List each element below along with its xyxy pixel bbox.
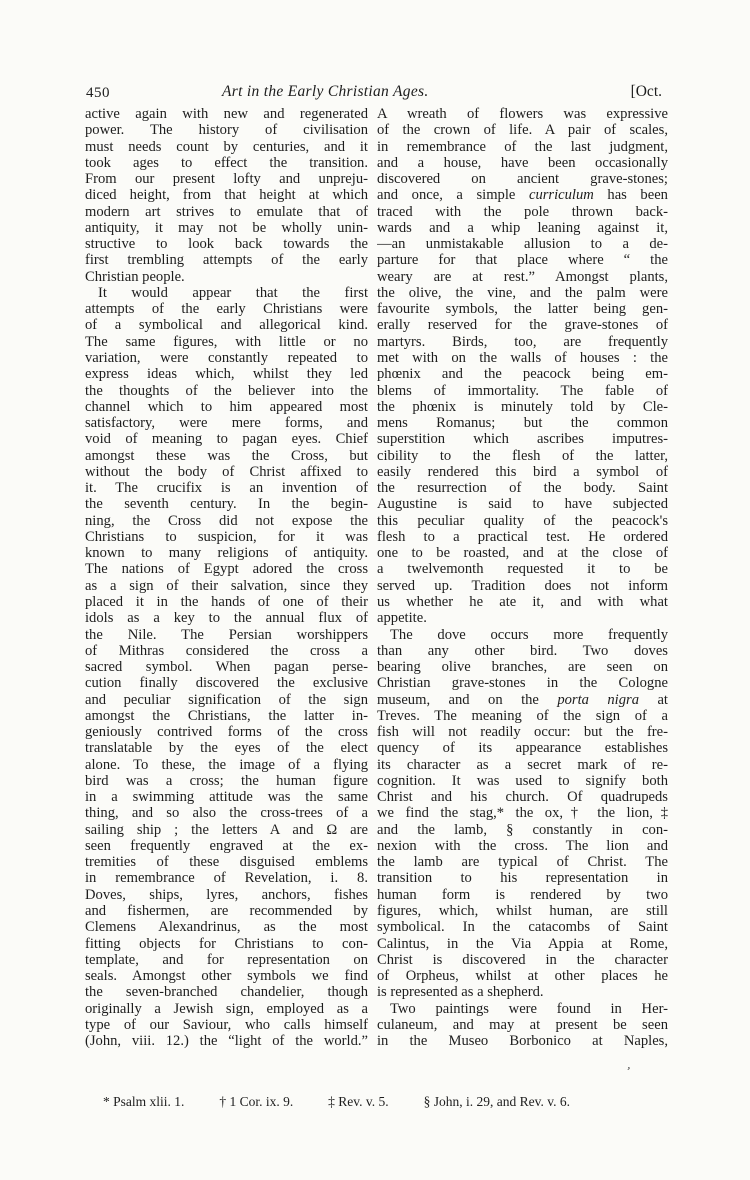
- issue-label: [Oct.: [630, 83, 662, 100]
- text-line: us whether he ate it, and with what: [377, 593, 668, 610]
- text-line: template, and for representation on: [85, 951, 368, 968]
- text-line: active again with new and regenerated: [85, 106, 368, 122]
- text-line: From our present lofty and unpreju-: [85, 171, 368, 188]
- text-line: must needs count by centuries, and it: [85, 138, 368, 155]
- text-line: martyrs. Birds, too, are frequently: [377, 333, 668, 350]
- text-line: the resurrection of the body. Saint: [377, 480, 668, 497]
- text-line: Christian grave-stones in the Cologne: [377, 675, 668, 692]
- text-line: appetite.: [377, 610, 427, 627]
- text-line: in remembrance of Revelation, i. 8.: [85, 870, 368, 887]
- text-line: bearing olive branches, are seen on: [377, 659, 668, 676]
- text-line: of Mithras considered the cross a: [85, 642, 368, 659]
- text-line: than any other bird. Two doves: [377, 642, 668, 659]
- text-line: phœnix and the peacock being em-: [377, 366, 668, 383]
- text-line: Christians to suspicion, for it was: [85, 528, 368, 545]
- text-line: quency of its appearance establishes: [377, 740, 668, 757]
- running-title: Art in the Early Christian Ages.: [222, 83, 429, 100]
- text-line: sailing ship ; the letters A and Ω are: [85, 821, 368, 838]
- text-line: modern art strives to emulate that of: [85, 203, 368, 220]
- text-line: diced height, from that height at which: [85, 187, 368, 204]
- text-line: thing, and so also the cross-trees of a: [85, 805, 368, 822]
- text-line: weary are at rest.” Amongst plants,: [377, 268, 668, 285]
- text-line: type of our Saviour, who calls himself: [85, 1016, 368, 1033]
- text-line: Christ and his church. Of quadrupeds: [377, 789, 668, 806]
- right-column: [377, 106, 668, 1049]
- text-line: A wreath of flowers was expressive: [377, 106, 668, 122]
- text-line: of Orpheus, whilst at other places he: [377, 968, 668, 985]
- text-line: Augustine is said to have subjected: [377, 496, 668, 513]
- text-line: nexion with the cross. The lion and: [377, 837, 668, 854]
- text-line: first trembling attempts of the early: [85, 252, 368, 269]
- text-line: the Nile. The Persian worshippers: [85, 626, 368, 643]
- text-line: met with on the walls of houses : the: [377, 349, 668, 366]
- text-line: placed it in the hands of one of their: [85, 593, 368, 610]
- text-line: originally a Jewish sign, employed as a: [85, 1000, 368, 1017]
- text-line: of a symbolical and allegorical kind.: [85, 317, 368, 334]
- text-line: and fishermen, are recommended by: [85, 903, 368, 920]
- text-line: tremities of these disguised emblems: [85, 854, 368, 871]
- text-line: flesh to a practical test. He ordered: [377, 528, 668, 545]
- text-line: (John, viii. 12.) the “light of the world.”: [85, 1033, 368, 1050]
- text-line: favourite symbols, the latter being gen-: [377, 301, 668, 318]
- text-line: bird was a cross; the human figure: [85, 772, 368, 789]
- text-line: satisfactory, were mere forms, and: [85, 415, 368, 432]
- text-line: parture for that place where “ the: [377, 252, 668, 269]
- text-line: cognition. It was used to signify both: [377, 772, 668, 789]
- text-line: and a house, have been occasionally: [377, 154, 668, 171]
- scan-artifact-mark: ’: [624, 1063, 632, 1079]
- text-line: wards and a whip leaning against it,: [377, 219, 668, 236]
- text-line: express ideas which, whilst they led: [85, 366, 368, 383]
- article-body: [85, 106, 668, 1049]
- text-line: this peculiar quality of the peacock's: [377, 512, 668, 529]
- text-line: museum, and on the porta nigra at: [377, 691, 668, 708]
- text-line: erally reserved for the grave-stones of: [377, 317, 668, 334]
- text-line: —an unmistakable allusion to a de-: [377, 236, 668, 253]
- text-line: is represented as a shepherd.: [377, 984, 544, 1001]
- text-line: the seven-branched chandelier, though: [85, 984, 368, 1001]
- text-line: as a sign of their salvation, since they: [85, 577, 368, 594]
- text-line: translatable by the eyes of the elect: [85, 740, 368, 757]
- text-line: seen frequently engraved at the ex-: [85, 837, 368, 854]
- text-line: fitting objects for Christians to con-: [85, 935, 368, 952]
- text-line: in the Museo Borbonico at Naples,: [377, 1033, 668, 1050]
- text-line: the thoughts of the believer into the: [85, 382, 368, 399]
- text-line: idols as a key to the annual flux of: [85, 610, 368, 627]
- text-line: traced with the pole thrown back-: [377, 203, 668, 220]
- text-line: amongst the Christians, the latter in-: [85, 707, 368, 724]
- text-line: channel which to him appeared most: [85, 398, 368, 415]
- text-line: and once, a simple curriculum has been: [377, 187, 668, 204]
- text-line: a twelvemonth requested it to be: [377, 561, 668, 578]
- text-line: known to many religions of antiquity.: [85, 545, 368, 562]
- text-line: it. The crucifix is an invention of: [85, 480, 368, 497]
- text-line: mens Romanus; but the common: [377, 415, 668, 432]
- text-line: superstition which ascribes imputres-: [377, 431, 668, 448]
- text-line: alone. To these, the image of a flying: [85, 756, 368, 773]
- text-line: amongst these was the Cross, but: [85, 447, 368, 464]
- text-line: symbolical. In the catacombs of Saint: [377, 919, 668, 936]
- text-line: seals. Amongst other symbols we find: [85, 968, 368, 985]
- text-line: Doves, ships, lyres, anchors, fishes: [85, 886, 368, 903]
- text-line: Calintus, in the Via Appia at Rome,: [377, 935, 668, 952]
- text-line: It would appear that the first: [98, 284, 368, 301]
- text-line: the phœnix is minutely told by Cle-: [377, 398, 668, 415]
- footnote-corinthians: † 1 Cor. ix. 9.: [219, 1094, 294, 1109]
- text-line: culaneum, and may at present be seen: [377, 1016, 668, 1033]
- text-line: transition to his representation in: [377, 870, 668, 887]
- text-line: easily rendered this bird a symbol of: [377, 463, 668, 480]
- text-line: Clemens Alexandrinus, as the most: [85, 919, 368, 936]
- text-line: sacred symbol. When pagan perse-: [85, 659, 368, 676]
- text-line: blems of immortality. The fable of: [377, 382, 668, 399]
- text-line: without the body of Christ affixed to: [85, 463, 368, 480]
- text-line: in a swimming attitude was the same: [85, 789, 368, 806]
- text-line: the olive, the vine, and the palm were: [377, 284, 668, 301]
- footnote-john: § John, i. 29, and Rev. v. 6.: [423, 1094, 570, 1109]
- text-line: human form is rendered by two: [377, 886, 668, 903]
- text-line: of the crown of life. A pair of scales,: [377, 122, 668, 139]
- text-line: we find the stag,* the ox,† the lion,‡: [377, 805, 668, 822]
- text-line: Treves. The meaning of the sign of a: [377, 707, 668, 724]
- text-line: one to be roasted, and at the close of: [377, 545, 668, 562]
- footnote-revelation: ‡ Rev. v. 5.: [328, 1094, 389, 1109]
- page-header: [0, 83, 750, 103]
- page-number: 450: [86, 85, 110, 101]
- text-line: the seventh century. In the begin-: [85, 496, 368, 513]
- text-line: its character as a secret mark of re-: [377, 756, 668, 773]
- text-line: and the lamb, § constantly in con-: [377, 821, 668, 838]
- text-line: figures, which, whilst human, are still: [377, 903, 668, 920]
- text-line: cibility to the flesh of the latter,: [377, 447, 668, 464]
- text-line: ning, the Cross did not expose the: [85, 512, 368, 529]
- text-line: fish will not readily occur: but the fre-: [377, 724, 668, 741]
- text-line: The same figures, with little or no: [85, 333, 368, 350]
- text-line: and peculiar signification of the sign: [85, 691, 368, 708]
- footnote-psalm: * Psalm xlii. 1.: [103, 1094, 185, 1109]
- text-line: Two paintings were found in Her-: [390, 1000, 668, 1017]
- text-line: Christ is discovered in the character: [377, 951, 668, 968]
- text-line: The dove occurs more frequently: [390, 626, 668, 643]
- text-line: took ages to effect the transition.: [85, 154, 368, 171]
- footnotes: [103, 1094, 570, 1110]
- text-line: the lamb are typical of Christ. The: [377, 854, 668, 871]
- text-line: served up. Tradition does not inform: [377, 577, 668, 594]
- text-line: in remembrance of the last judgment,: [377, 138, 668, 155]
- text-line: Christian people.: [85, 268, 185, 285]
- text-line: power. The history of civilisation: [85, 122, 368, 139]
- text-line: variation, were constantly repeated to: [85, 349, 368, 366]
- left-column: [85, 106, 368, 1049]
- text-line: discovered on ancient grave-stones;: [377, 171, 668, 188]
- text-line: antiquity, it may not be wholly unin-: [85, 219, 368, 236]
- text-line: cution finally discovered the exclusive: [85, 675, 368, 692]
- text-line: void of meaning to pagan eyes. Chief: [85, 431, 368, 448]
- text-line: structive to look back towards the: [85, 236, 368, 253]
- text-line: attempts of the early Christians were: [85, 301, 368, 318]
- text-line: geniously contrived forms of the cross: [85, 724, 368, 741]
- text-line: The nations of Egypt adored the cross: [85, 561, 368, 578]
